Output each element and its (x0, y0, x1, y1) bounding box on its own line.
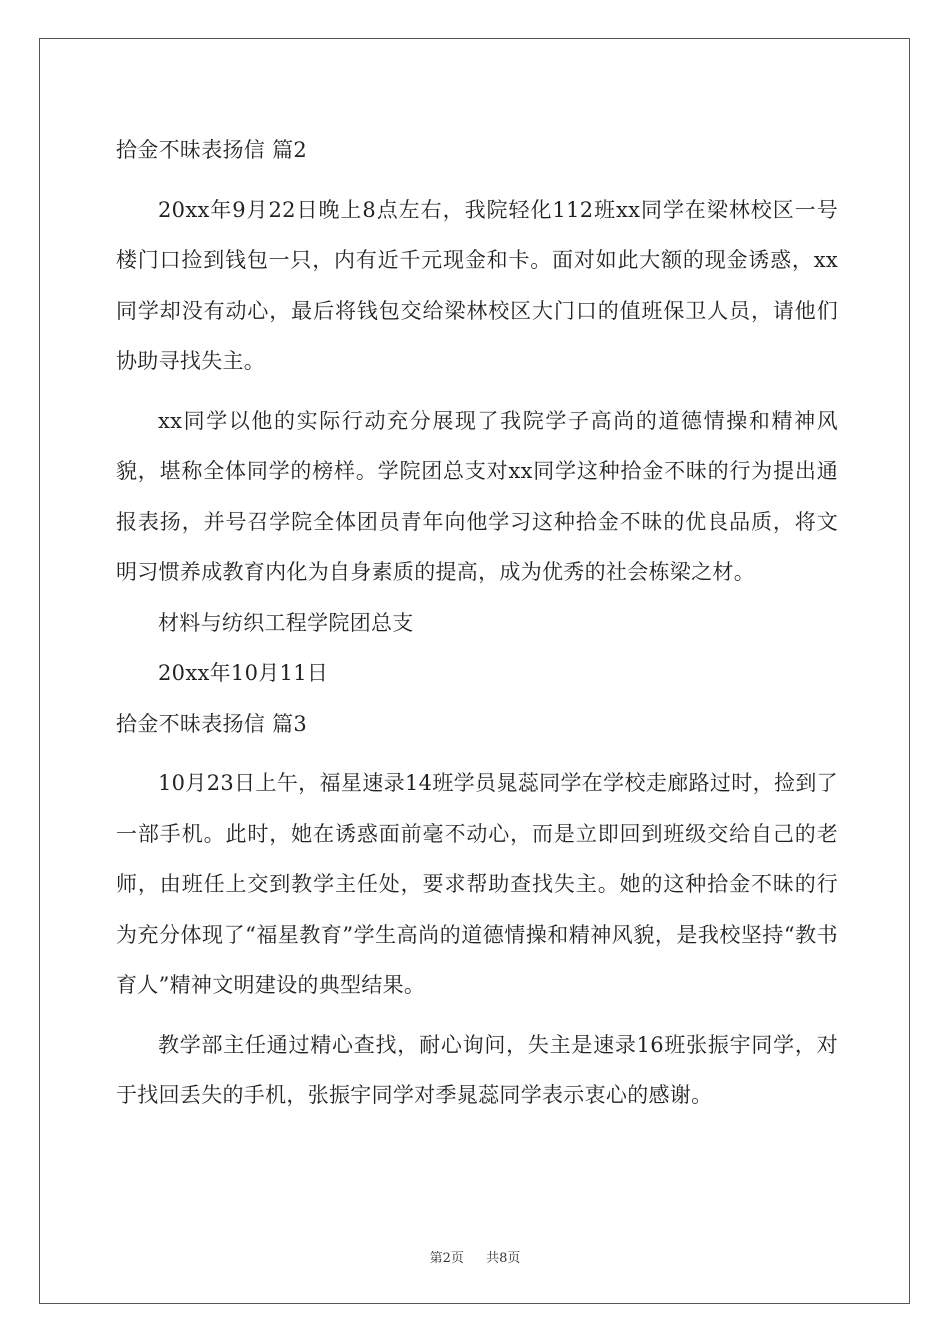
paragraph-1: 20xx年9月22日晚上8点左右，我院轻化112班xx同学在梁林校区一号楼门口捡到钱包一只，内有近千元现金和卡。面对如此大额的现金诱惑，xx同学却没有动心，最后将钱包交给梁林校区大门口的值班保卫人员，请他们协助寻找失主。 (116, 197, 838, 373)
page-number: 第2页 (429, 1251, 464, 1266)
date-line: 20xx年10月11日 (158, 661, 329, 685)
spacer (116, 1011, 838, 1020)
paragraph-2: xx同学以他的实际行动充分展现了我院学子高尚的道德情操和精神风貌，堪称全体同学的榜样。学院团总支对xx同学这种拾金不昧的行为提出通报表扬，并号召学院全体团员青年向他学习这种拾金不昧的优良品质，将文明习惯养成教育内化为自身素质的提高，成为优秀的社会栋梁之材。 (116, 408, 838, 584)
page-footer (0, 1247, 950, 1266)
page-total: 共8页 (486, 1251, 521, 1266)
section-heading-3: 拾金不昧表扬信 篇3 (116, 711, 308, 736)
spacer (116, 176, 838, 185)
paragraph-3: 10月23日上午，福星速录14班学员晁蕊同学在学校走廊路过时，捡到了一部手机。此时，她在诱惑面前毫不动心，而是立即回到班级交给自己的老师，由班任上交到教学主任处，要求帮助查找失主。她的这种拾金不昧的行为充分体现了“福星教育”学生高尚的道德情操和精神风貌，是我校坚持“教书育人”精神文明建设的典型结果。 (116, 771, 838, 997)
spacer (116, 749, 838, 758)
paragraph-4: 教学部主任通过精心查找，耐心询问，失主是速录16班张振宇同学，对于找回丢失的手机，张振宇同学对季晁蕊同学表示衷心的感谢。 (116, 1032, 838, 1107)
section-heading-2: 拾金不昧表扬信 篇2 (116, 138, 308, 162)
document-body (116, 125, 838, 1121)
signature-line: 材料与纺织工程学院团总支 (158, 610, 414, 635)
spacer (116, 387, 838, 396)
